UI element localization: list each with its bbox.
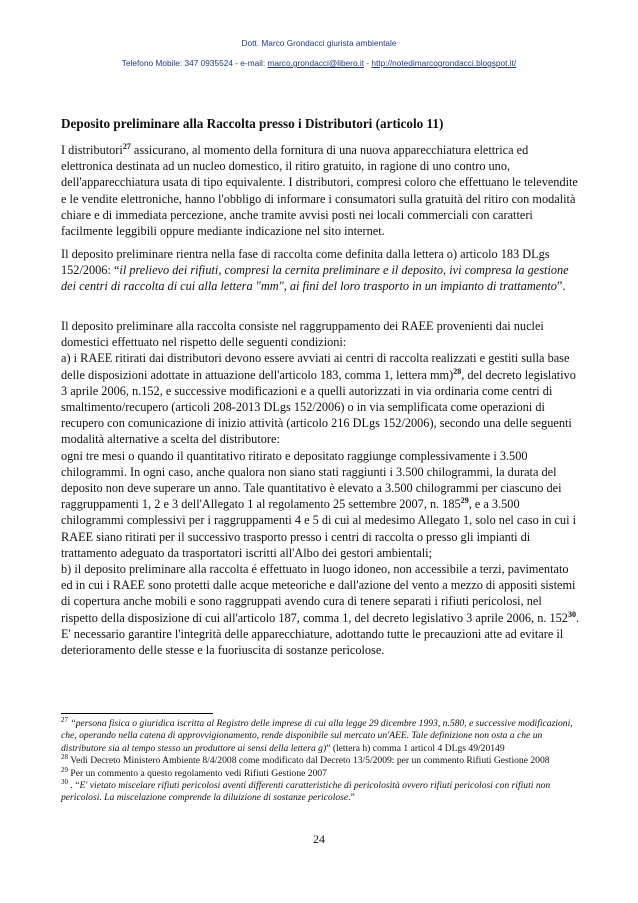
header-contacts — [0, 58, 638, 68]
footnote-27-source: ” (lettera h) comma 1 articol 4 DLgs 49/20149 — [326, 742, 505, 754]
header-phone: Telefono Mobile: 347 0935524 - e-mail: — [121, 58, 268, 68]
footnote-30 — [61, 777, 581, 805]
footnote-number: 30 — [61, 777, 68, 786]
blog-link[interactable]: http://notedimarcogrondacci.blogspot.it/ — [371, 58, 517, 68]
p3-b-text-cont: . E' necessario garantire l'integrità delle apparecchiature, adottando tutte le precauzioni atte ad evitare il deterioramento delle stesse e la fuoriuscita di sostanze pericolose. — [61, 610, 580, 658]
footnote-30-post: .” — [348, 792, 355, 804]
footnote-29 — [61, 765, 581, 780]
p2-text-b: ”. — [556, 279, 566, 294]
footnote-29-text: Per un commento a questo regolamento vedi Rifiuti Gestione 2007 — [68, 767, 327, 779]
footnote-number: 29 — [61, 765, 68, 774]
page-number: 24 — [313, 832, 325, 846]
p3-condition-a — [61, 350, 581, 447]
header-author: Dott. Marco Grondacci giurista ambientale — [241, 38, 397, 48]
paragraph-conditions — [61, 318, 581, 658]
paragraph-distributors — [61, 142, 581, 239]
footnote-number: 27 — [61, 715, 68, 724]
p3-b-text: b) il deposito preliminare alla raccolta é effettuato in luogo idoneo, non accessibile a terzi, pavimentato ed in cui i RAEE sono protetti dalle acque meteoriche e dall'azione del vento a mezzo di appositi sistemi di copertura anche mobili e sono raggruppati avendo cura di tenere separati i rifiuti pericolosi, nel rispetto della disposizione di cui all'articolo 187, comma 1, del decreto legislativo 3 aprile 2006, n. 152 — [61, 562, 576, 625]
footnote-30-pre: . “ — [68, 780, 80, 792]
footnote-28-text: Vedi Decreto Ministero Ambiente 8/4/2008 come modificato dal Decreto 13/5/2009: per un commento Rifiuti Gestione 2008 — [68, 755, 550, 767]
p3-condition-b — [61, 561, 581, 658]
footnotes — [61, 715, 581, 805]
p2-quote: il prelievo dei rifiuti, compresi la cernita preliminare e il deposito, ivi compresa la gestione dei centri di raccolta di cui alla lettera "mm", ai fini del loro trasporto in un impianto di trattamento — [61, 263, 569, 294]
p3-intro: Il deposito preliminare alla raccolta consiste nel raggruppamento dei RAEE provenienti dai nuclei domestici effettuato nel rispetto delle seguenti condizioni: — [61, 319, 544, 350]
footnote-ref-29[interactable]: 29 — [460, 496, 469, 506]
footnote-divider — [61, 713, 213, 714]
footnote-30-quote: E' vietato miscelare rifiuti pericolosi aventi differenti caratteristiche di pericolosità ovvero rifiuti pericolosi con rifiuti non pericolosi. La miscelazione comprende la diluizione di sostanze pericolose — [61, 780, 551, 804]
p3-quantity-text-cont: , e a 3.500 chilogrammi complessivi per i raggruppamenti 4 e 5 di cui al medesimo Allegato 1, solo nel caso in cui i RAEE siano ritirati per il successivo trasporto presso i centri di raccolta o presso gli impianti di trattamento adeguato da trasportatori iscritti all'Albo dei gestori ambientali; — [61, 497, 576, 560]
p2-text-a: Il deposito preliminare rientra nella fase di raccolta come definita dalla lettera o) articolo 183 DLgs 152/2006: “ — [61, 247, 550, 278]
footnote-ref-27[interactable]: 27 — [122, 141, 131, 151]
paragraph-definition — [61, 246, 581, 295]
footnote-27-quote: “persona fisica o giuridica iscritta al Registro delle imprese di cui alla legge 29 dicembre 1993, n.580, e successive modificazioni, che, operando nella catena di approvvigionamento, rende disponibile sul mercato un'AEE. Tale definizione non osta a che un distributore sia al tempo stesso un produttore ai sensi della lettera g) — [61, 718, 573, 754]
p1-text-b: assicurano, al momento della fornitura di una nuova apparecchiatura elettrica ed elettronica destinata ad un nucleo domestico, il ritiro gratuito, in ragione di uno contro uno, dell'apparecchiatura usata di tipo equivalente. I distributori, compresi coloro che effettuano le televendite e le vendite elettroniche, hanno l'obbligo di informare i consumatori sulla gratuità del ritiro con modalità chiare e di immediata percezione, anche tramite avvisi posti nei locali commerciali con caratteri facilmente leggibili oppure mediante indicazione nel sito internet. — [61, 143, 578, 239]
p3-quantity-text: ogni tre mesi o quando il quantitativo ritirato e depositato raggiunge complessivamente i 3.500 chilogrammi. In ogni caso, anche qualora non siano stati raggiunti i 3.500 chilogrammi, la durata del deposito non deve superare un anno. Tale quantitativo è elevato a 3.500 chilogrammi per ciascuno dei raggruppamenti 1, 2 e 3 dell'Allegato 1 al regolamento 25 settembre 2007, n. 185 — [61, 448, 562, 512]
section-title: Deposito preliminare alla Raccolta presso i Distributori (articolo 11) — [61, 116, 444, 131]
p1-text-a: I distributori — [61, 143, 123, 157]
p3-quantity — [61, 448, 581, 561]
footnote-28 — [61, 755, 581, 767]
header-separator: - — [364, 58, 372, 68]
email-link[interactable]: marco.grondacci@libero.it — [267, 58, 365, 68]
footnote-27 — [61, 715, 581, 755]
p3-a-text-cont: , del decreto legislativo 3 aprile 2006, n.152, e successive modificazioni e a quelli autorizzati in via ordinaria come centri di smaltimento/recupero (articoli 208-2013 DLgs 152/2006) o in via semplificata come operazioni di recupero con comunicazione di inizio attività (articolo 216 DLgs 152/2006), secondo una delle seguenti modalità alternative a scelta del distributore: — [61, 367, 576, 447]
footnote-number: 28 — [61, 753, 68, 762]
footnote-ref-30[interactable]: 30 — [567, 609, 576, 619]
p3-a-text: a) i RAEE ritirati dai distributori devono essere avviati ai centri di raccolta realizzati e gestiti sulla base delle disposizioni adottate in attuazione dell'articolo 183, comma 1, lettera mm) — [61, 351, 570, 382]
footnote-ref-28[interactable]: 28 — [453, 366, 462, 376]
